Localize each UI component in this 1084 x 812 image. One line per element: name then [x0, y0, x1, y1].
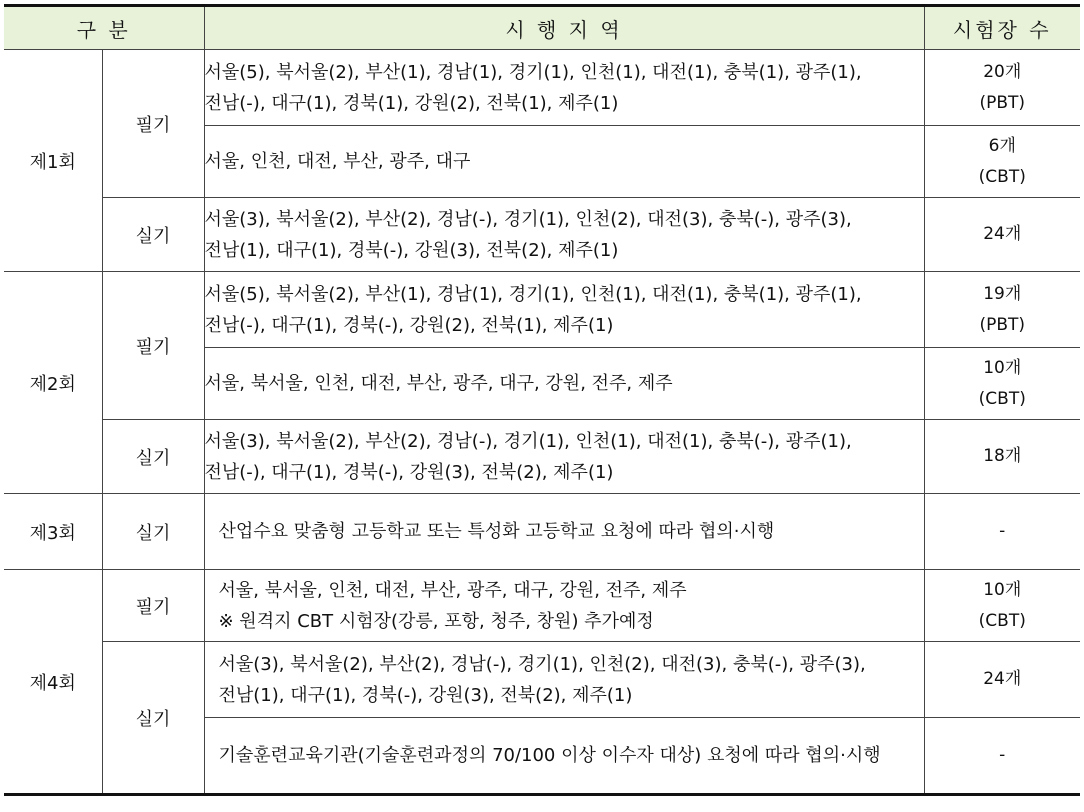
count-cell [924, 50, 1080, 126]
type-label: 실기 [102, 494, 204, 570]
area-line: 산업수요 맞춤형 고등학교 또는 특성화 고등학교 요청에 따라 협의·시행 [218, 521, 775, 542]
count-value: 20개 [983, 61, 1022, 82]
table-row [4, 420, 1080, 494]
count-value: 24개 [983, 224, 1022, 244]
count-cell [924, 198, 1080, 272]
area-cell: 기술훈련교육기관(기술훈련과정의 70/100 이상 이수자 대상) 요청에 따라 협의·시행 [204, 718, 924, 795]
count-value: 6개 [988, 135, 1016, 156]
table-row [4, 570, 1080, 642]
count-cell [924, 494, 1080, 570]
area-cell [204, 272, 924, 348]
count-type: (PBT) [979, 314, 1026, 335]
round-label: 제3회 [4, 494, 102, 570]
area-cell [204, 420, 924, 494]
count-cell [924, 642, 1080, 718]
area-line: 서울(3), 북서울(2), 부산(2), 경남(-), 경기(1), 인천(2), 대전(3), 충북(-), 광주(3), [204, 208, 852, 230]
type-label: 필기 [102, 272, 204, 420]
count-type: (CBT) [978, 610, 1026, 631]
table-row [4, 50, 1080, 126]
count-value: - [999, 745, 1006, 765]
type-label: 실기 [102, 198, 204, 272]
count-value: 18개 [983, 446, 1022, 466]
area-cell [204, 50, 924, 126]
area-cell [204, 494, 924, 570]
area-line: 서울, 북서울, 인천, 대전, 부산, 광주, 대구, 강원, 전주, 제주 [218, 579, 687, 601]
area-line: 전남(-), 대구(1), 경북(-), 강원(3), 전북(2), 제주(1) [204, 461, 614, 483]
count-cell [924, 420, 1080, 494]
area-line: 서울(3), 북서울(2), 부산(2), 경남(-), 경기(1), 인천(2), 대전(3), 충북(-), 광주(3), [218, 653, 866, 675]
area-line: 전남(1), 대구(1), 경북(-), 강원(3), 전북(2), 제주(1) [218, 684, 633, 706]
area-line: 서울(5), 북서울(2), 부산(1), 경남(1), 경기(1), 인천(1), 대전(1), 충북(1), 광주(1), [204, 61, 862, 83]
count-type: (CBT) [978, 388, 1026, 409]
area-line: 서울(5), 북서울(2), 부산(1), 경남(1), 경기(1), 인천(1), 대전(1), 충북(1), 광주(1), [204, 283, 862, 305]
count-type: (PBT) [979, 92, 1026, 113]
area-note: ※ 원격지 CBT 시험장(강릉, 포항, 청주, 창원) 추가예정 [218, 610, 654, 632]
header-area: 시 행 지 역 [204, 6, 924, 50]
area-line: 서울(3), 북서울(2), 부산(2), 경남(-), 경기(1), 인천(1), 대전(1), 충북(-), 광주(1), [204, 430, 852, 452]
table-row [4, 642, 1080, 718]
count-cell [924, 272, 1080, 348]
area-cell [204, 570, 924, 642]
table-row [4, 494, 1080, 570]
round-label: 제2회 [4, 272, 102, 494]
area-cell [204, 642, 924, 718]
table-row [4, 198, 1080, 272]
count-value: 10개 [983, 579, 1022, 600]
area-line: 서울, 인천, 대전, 부산, 광주, 대구 [204, 151, 471, 172]
round-label: 제4회 [4, 570, 102, 795]
count-value: 10개 [983, 357, 1022, 378]
count-type: (CBT) [978, 166, 1026, 187]
header-count: 시험장 수 [924, 6, 1080, 50]
type-label: 필기 [102, 50, 204, 198]
count-value: 24개 [983, 669, 1022, 689]
area-line: 서울, 북서울, 인천, 대전, 부산, 광주, 대구, 강원, 전주, 제주 [204, 373, 673, 394]
area-line: 전남(1), 대구(1), 경북(-), 강원(3), 전북(2), 제주(1) [204, 239, 619, 261]
area-cell [204, 348, 924, 420]
count-cell [924, 718, 1080, 795]
header-category: 구 분 [4, 6, 204, 50]
table-row [4, 272, 1080, 348]
count-cell [924, 348, 1080, 420]
round-label: 제1회 [4, 50, 102, 272]
type-label: 실기 [102, 642, 204, 795]
type-label: 필기 [102, 570, 204, 642]
area-cell [204, 126, 924, 198]
area-cell [204, 198, 924, 272]
area-line: 전남(-), 대구(1), 경북(-), 강원(2), 전북(1), 제주(1) [204, 314, 614, 336]
type-label: 실기 [102, 420, 204, 494]
header-row [4, 6, 1080, 50]
count-cell [924, 570, 1080, 642]
count-cell [924, 126, 1080, 198]
area-line: 전남(-), 대구(1), 경북(1), 강원(2), 전북(1), 제주(1) [204, 92, 619, 114]
count-value: - [999, 521, 1006, 541]
exam-site-table [4, 4, 1080, 796]
count-value: 19개 [983, 283, 1022, 304]
